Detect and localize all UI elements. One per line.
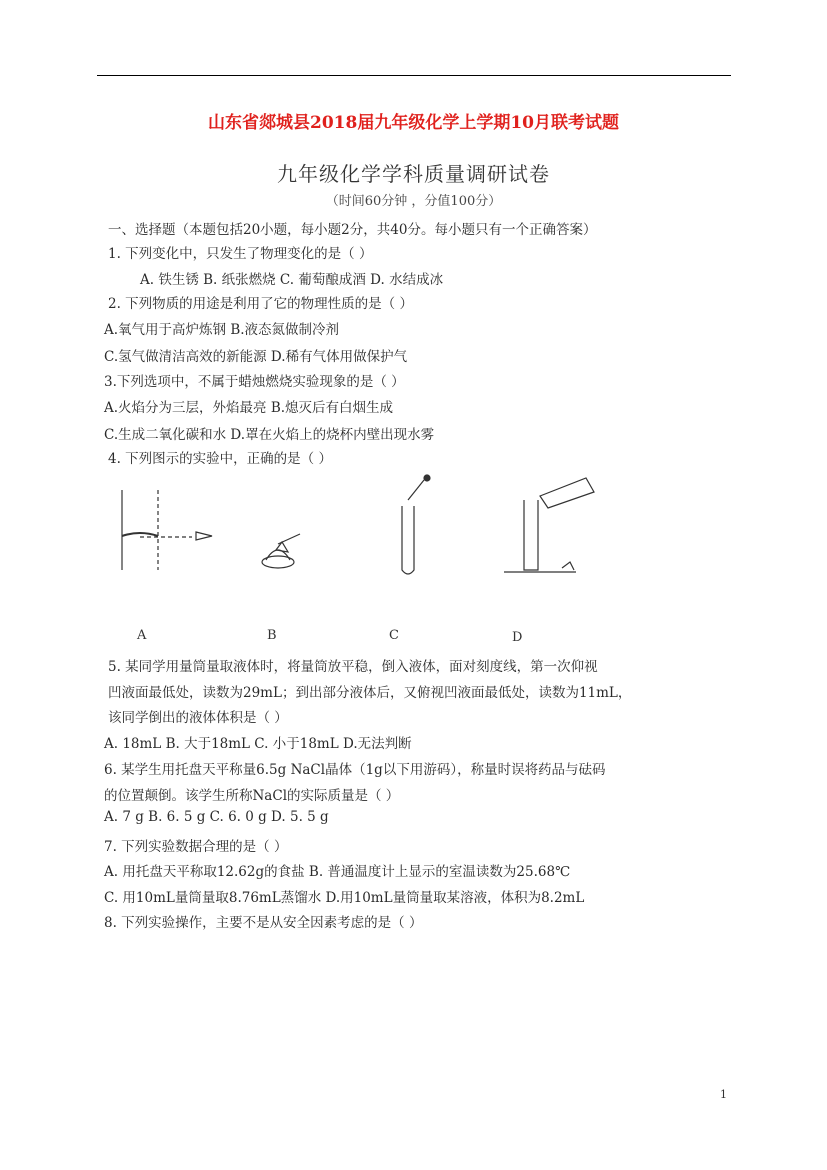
- page-number: 1: [720, 1088, 727, 1101]
- question-6-line-2: 的位置颠倒。该学生所称NaCl的实际质量是（ ）: [104, 788, 400, 804]
- question-1-options: A. 铁生锈 B. 纸张燃烧 C. 葡萄酿成酒 D. 水结成冰: [140, 272, 444, 288]
- question-4: 4. 下列图示的实验中，正确的是（ ）: [108, 451, 332, 467]
- question-2: 2. 下列物质的用途是利用了它的物理性质的是（ ）: [108, 296, 413, 312]
- question-2-options-ab: A.氧气用于高炉炼钢 B.液态氮做制冷剂: [104, 322, 340, 338]
- header-rule: [97, 75, 731, 76]
- question-7: 7. 下列实验数据合理的是（ ）: [104, 839, 288, 855]
- question-5: 5. 某同学用量筒量取液体时，将量筒放平稳，倒入液体，面对刻度线，第一次仰视: [108, 659, 598, 675]
- figure-c-test-tube: [402, 475, 430, 574]
- question-1: 1. 下列变化中，只发生了物理变化的是（ ）: [108, 246, 373, 262]
- question-8: 8. 下列实验操作，主要不是从安全因素考虑的是（ ）: [104, 915, 423, 931]
- question-3-options-ab: A.火焰分为三层，外焰最亮 B.熄灭后有白烟生成: [104, 400, 394, 416]
- figure-a-graduated-cylinder: [122, 490, 212, 570]
- figure-b-alcohol-lamp: [262, 534, 300, 568]
- question-5-options: A. 18mL B. 大于18mL C. 小于18mL D.无法判断: [104, 736, 412, 752]
- exam-subtitle: （时间60分钟 ，分值100分）: [325, 194, 502, 209]
- section-heading: 一、选择题（本题包括20小题，每小题2分，共40分。每小题只有一个正确答案）: [108, 222, 597, 238]
- question-4-figures: [100, 470, 620, 600]
- question-7-options-cd: C. 用10mL量筒量取8.76mL蒸馏水 D.用10mL量筒量取某溶液，体积为8.2mL: [104, 890, 585, 906]
- document-title: 山东省郯城县2018届九年级化学上学期10月联考试题: [208, 113, 619, 133]
- question-6-options: A. 7 g B. 6. 5 g C. 6. 0 g D. 5. 5 g: [104, 809, 329, 825]
- question-7-options-ab: A. 用托盘天平称取12.62g的食盐 B. 普通温度计上显示的室温读数为25.68℃: [104, 864, 571, 880]
- question-3-options-cd: C.生成二氧化碳和水 D.罩在火焰上的烧杯内壁出现水雾: [104, 427, 435, 443]
- figure-label-b: B: [267, 628, 277, 643]
- question-3: 3.下列选项中，不属于蜡烛燃烧实验现象的是（ ）: [104, 374, 405, 390]
- question-5-line-3: 该同学倒出的液体体积是（ ）: [108, 710, 288, 726]
- figure-label-d: D: [512, 630, 523, 645]
- question-5-line-2: 凹液面最低处，读数为29mL；到出部分液体后，又俯视凹液面最低处，读数为11mL，: [108, 685, 632, 701]
- figure-d-pouring-liquid: [504, 478, 594, 572]
- exam-title: 九年级化学学科质量调研试卷: [277, 162, 550, 186]
- figure-label-c: C: [389, 628, 399, 643]
- question-2-options-cd: C.氢气做清洁高效的新能源 D.稀有气体用做保护气: [104, 349, 408, 365]
- figure-label-a: A: [137, 628, 147, 643]
- question-6: 6. 某学生用托盘天平称量6.5g NaCl晶体（1g以下用游码），称量时误将药品与砝码: [104, 762, 606, 778]
